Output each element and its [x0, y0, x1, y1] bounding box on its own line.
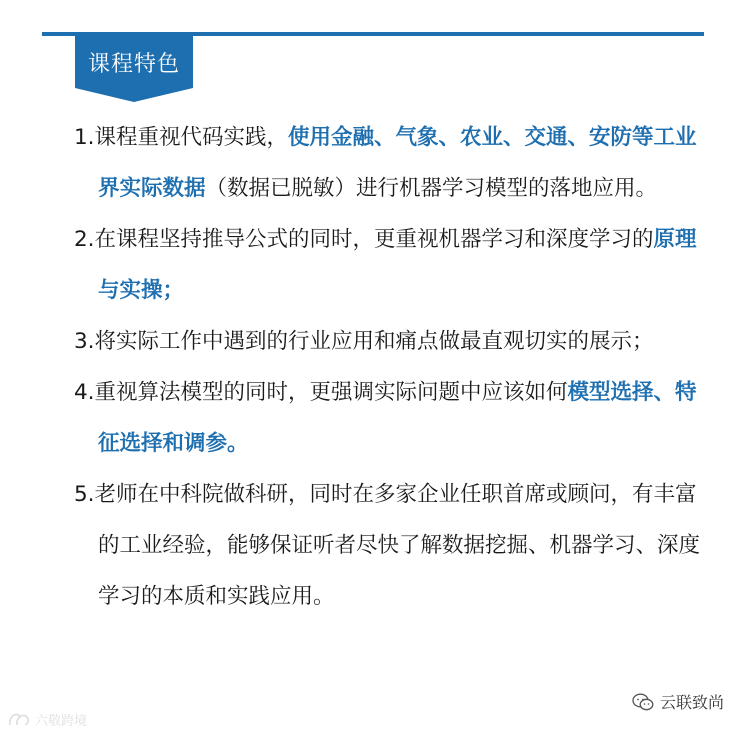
item-text: 重视算法模型的同时，更强调实际问题中应该如何	[94, 380, 568, 405]
section-header-tab	[75, 36, 193, 88]
list-item	[74, 469, 714, 622]
item-highlight: 模型选择、特征选择和调参。	[98, 380, 697, 456]
item-number: 5.	[74, 482, 95, 507]
item-highlight: 使用金融、气象、农业、交通、安防等工业界实际数据	[98, 125, 697, 201]
item-text: 课程重视代码实践，	[94, 125, 289, 150]
list-item	[74, 316, 714, 367]
wechat-icon	[632, 693, 654, 711]
watermark	[8, 710, 87, 729]
list-item	[74, 112, 714, 214]
list-item	[74, 367, 714, 469]
item-text: 将实际工作中遇到的行业应用和痛点做最直观切实的展示；	[94, 329, 654, 354]
feature-list	[74, 112, 714, 622]
account-signature	[632, 690, 724, 713]
watermark-text: 六敬跨境	[35, 714, 88, 729]
item-highlight: 原理与实操；	[98, 227, 697, 303]
item-number: 4.	[74, 380, 95, 405]
list-item	[74, 214, 714, 316]
item-number: 2.	[74, 227, 95, 252]
item-text: 在课程坚持推导公式的同时，更重视机器学习和深度学习的	[94, 227, 654, 252]
item-number: 1.	[74, 125, 95, 150]
watermark-logo-icon	[8, 712, 32, 728]
item-text: 老师在中科院做科研，同时在多家企业任职首席或顾问，有丰富的工业经验，能够保证听者尽快了解数据挖掘、机器学习、深度学习的本质和实践应用。	[94, 482, 701, 609]
account-name: 云联致尚	[659, 693, 724, 712]
section-title: 课程特色	[87, 52, 180, 77]
item-text-tail: （数据已脱敏）进行机器学习模型的落地应用。	[205, 176, 658, 201]
item-number: 3.	[74, 329, 95, 354]
